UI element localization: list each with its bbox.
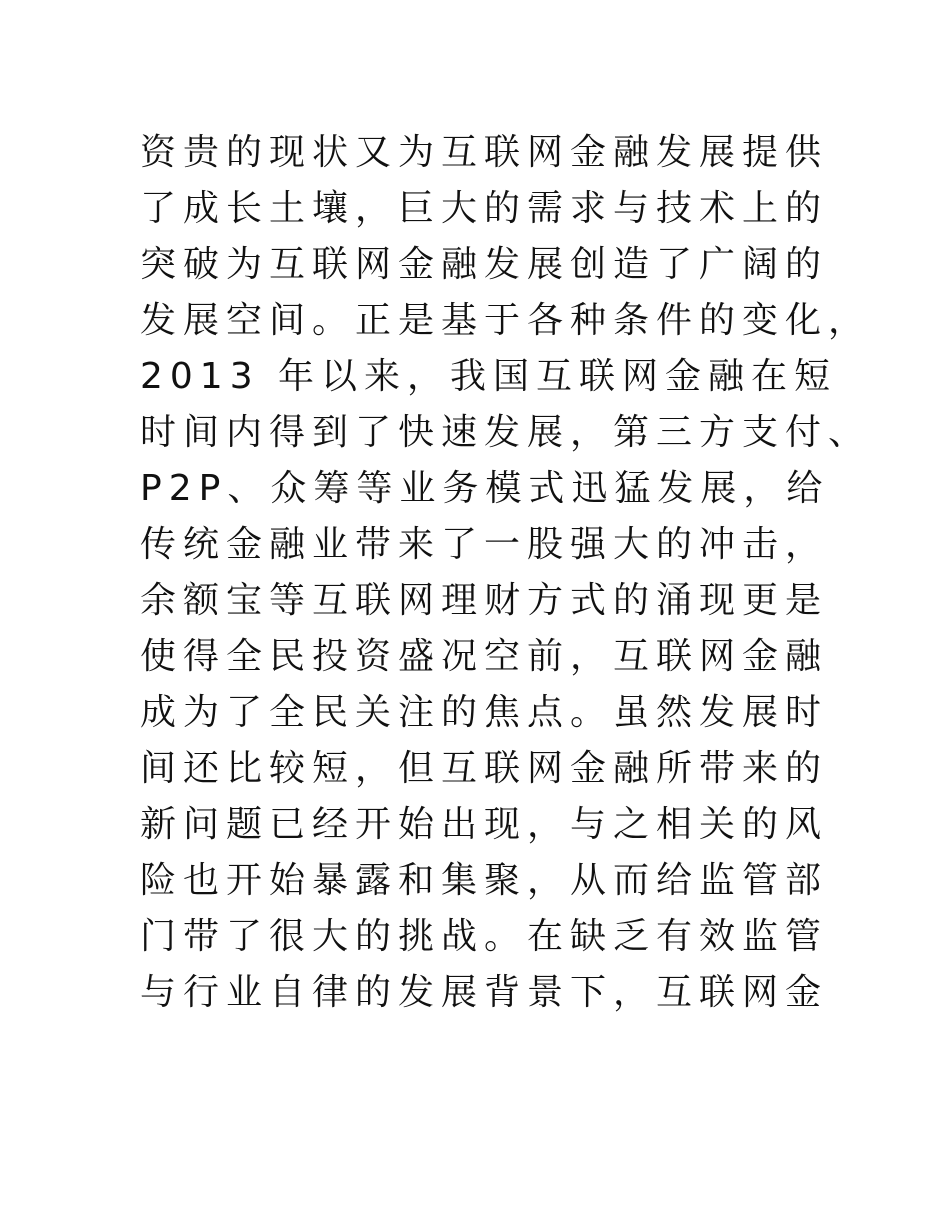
text-line: 时间内得到了快速发展，第三方支付、: [140, 412, 872, 453]
text-line: 门带了很大的挑战。在缺乏有效监管: [140, 916, 829, 957]
text-line: 2013 年以来，我国互联网金融在短: [140, 356, 838, 397]
text-line: 与行业自律的发展背景下，互联网金: [140, 972, 829, 1013]
text-line: 余额宝等互联网理财方式的涌现更是: [140, 580, 829, 621]
text-line: P2P、众筹等业务模式迅猛发展，给: [140, 468, 830, 509]
text-line: 发展空间。正是基于各种条件的变化，: [140, 300, 872, 341]
text-line: 资贵的现状又为互联网金融发展提供: [140, 132, 829, 173]
text-line: 了成长土壤，巨大的需求与技术上的: [140, 188, 829, 229]
text-line: 间还比较短，但互联网金融所带来的: [140, 748, 829, 789]
text-line: 险也开始暴露和集聚，从而给监管部: [140, 860, 829, 901]
text-line: 突破为互联网金融发展创造了广阔的: [140, 244, 829, 285]
text-line: 新问题已经开始出现，与之相关的风: [140, 804, 829, 845]
text-line: 成为了全民关注的焦点。虽然发展时: [140, 692, 829, 733]
text-line: 传统金融业带来了一股强大的冲击，: [140, 524, 829, 565]
body-paragraph: [140, 125, 900, 1021]
text-line: 使得全民投资盛况空前，互联网金融: [140, 636, 829, 677]
